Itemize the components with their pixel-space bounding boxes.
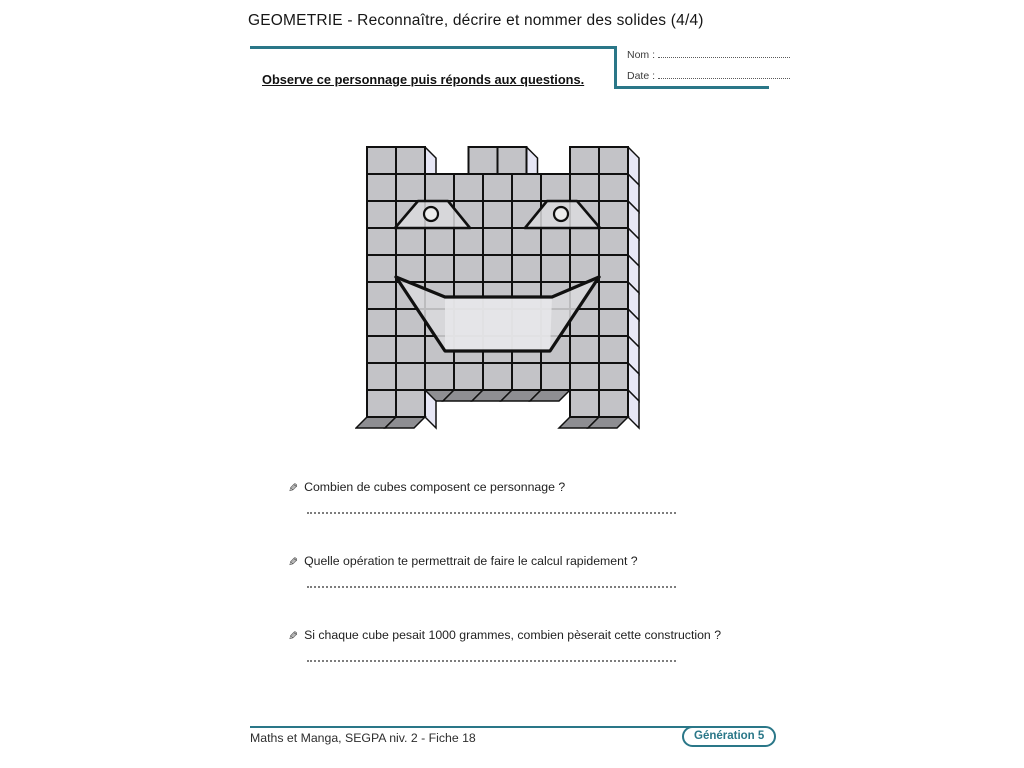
- name-blank: [658, 48, 790, 58]
- page-title: GEOMETRIE - Reconnaître, décrire et nommer des solides (4/4): [248, 12, 704, 29]
- name-row: [627, 48, 790, 61]
- pencil-icon: ✎: [288, 481, 299, 495]
- question-1: [288, 480, 708, 514]
- question-2-answer-blank: [307, 586, 676, 588]
- date-blank: [658, 69, 790, 79]
- footer-text: Maths et Manga, SEGPA niv. 2 - Fiche 18: [250, 731, 476, 745]
- question-1-text: Combien de cubes composent ce personnage ?: [304, 480, 566, 494]
- question-3-answer-blank: [307, 660, 676, 662]
- instruction-text: Observe ce personnage puis réponds aux questions.: [262, 72, 585, 87]
- question-2: [288, 554, 708, 588]
- name-box-border: [614, 46, 617, 89]
- date-label: Date :: [627, 70, 656, 82]
- pencil-icon: ✎: [288, 629, 299, 643]
- question-1-answer-blank: [307, 512, 676, 514]
- cube-character-figure: [355, 146, 641, 430]
- name-label: Nom :: [627, 49, 656, 61]
- date-row: [627, 69, 790, 82]
- question-3: [288, 628, 722, 662]
- pencil-icon: ✎: [288, 555, 299, 569]
- cube-character-svg: [355, 146, 641, 430]
- question-3-text: Si chaque cube pesait 1000 grammes, combien pèserait cette construction ?: [304, 628, 722, 642]
- header-rule: [250, 46, 617, 49]
- question-2-text: Quelle opération te permettrait de faire le calcul rapidement ?: [304, 554, 638, 568]
- name-box-underline: [614, 86, 769, 89]
- publisher-badge: Génération 5: [682, 726, 776, 747]
